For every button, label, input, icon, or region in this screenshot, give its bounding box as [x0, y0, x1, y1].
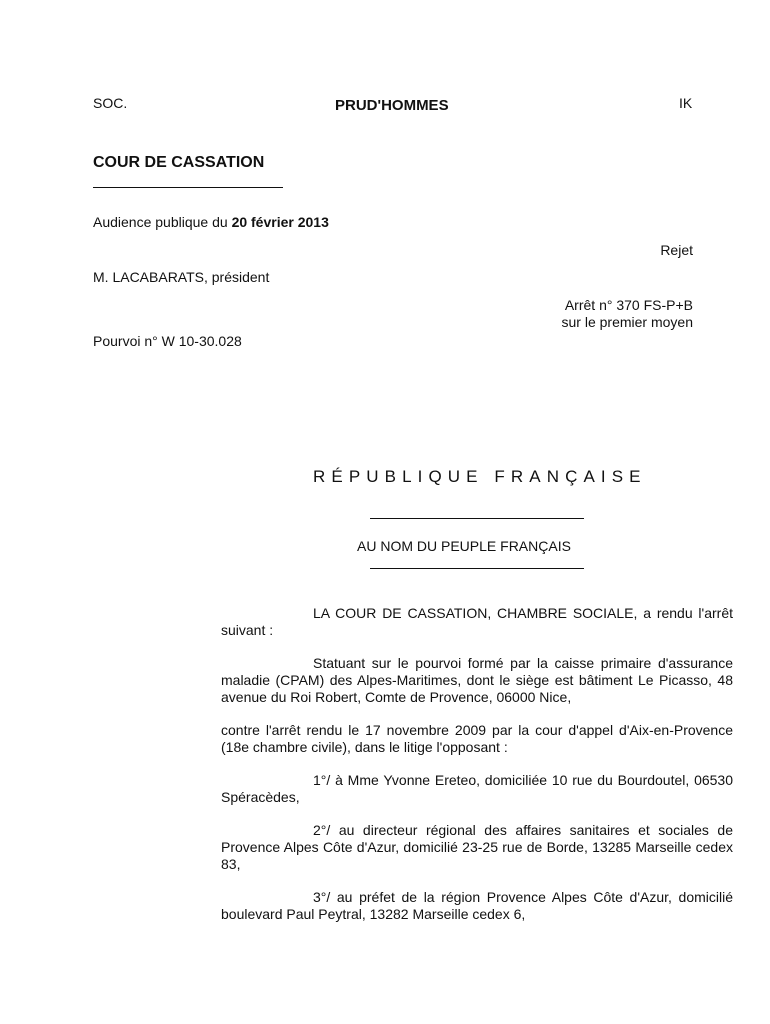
respondent-2-paragraph: 2°/ au directeur régional des affaires sanitaires et sociales de Provence Alpes Côte d'Azur, domicilié 23-25 rue de Borde, 13285 Marseille cedex 83, [221, 822, 733, 872]
intro-paragraph: LA COUR DE CASSATION, CHAMBRE SOCIALE, a rendu l'arrêt suivant : [221, 605, 733, 638]
people-formula: AU NOM DU PEUPLE FRANÇAIS [357, 538, 571, 554]
decision-body [221, 605, 733, 939]
chamber-code: SOC. [93, 95, 128, 111]
president: M. LACABARATS, président [93, 269, 270, 285]
hearing-label: Audience publique du [93, 214, 232, 230]
separator-top [370, 518, 584, 519]
court-name: COUR DE CASSATION [93, 154, 265, 171]
separator-bottom [370, 568, 584, 569]
hearing-line [93, 214, 329, 231]
clerk-initials: IK [679, 95, 693, 111]
hearing-date: 20 février 2013 [231, 214, 329, 230]
respondent-1-paragraph: 1°/ à Mme Yvonne Ereteo, domiciliée 10 rue du Bourdoutel, 06530 Spéracèdes, [221, 772, 733, 805]
case-category: PRUD'HOMMES [335, 97, 449, 114]
respondent-3-paragraph: 3°/ au préfet de la région Provence Alpes Côte d'Azur, domicilié boulevard Paul Peytral, 13282 Marseille cedex 6, [221, 889, 733, 922]
court-name-underline [93, 187, 283, 188]
against-paragraph: contre l'arrêt rendu le 17 novembre 2009 par la cour d'appel d'Aix-en-Provence (18e chambre civile), dans le litige l'opposant : [221, 722, 733, 755]
decision-number: Arrêt n° 370 FS-P+B [564, 297, 693, 313]
appellant-paragraph: Statuant sur le pourvoi formé par la caisse primaire d'assurance maladie (CPAM) des Alpes-Maritimes, dont le siège est bâtiment Le Picasso, 48 avenue du Roi Robert, Comte de Provence, 06000 Nice, [221, 655, 733, 705]
decision-scope: sur le premier moyen [561, 314, 693, 330]
appeal-number: Pourvoi n° W 10-30.028 [93, 333, 242, 349]
republic-heading: RÉPUBLIQUE FRANÇAISE [313, 467, 647, 486]
outcome: Rejet [660, 242, 693, 258]
